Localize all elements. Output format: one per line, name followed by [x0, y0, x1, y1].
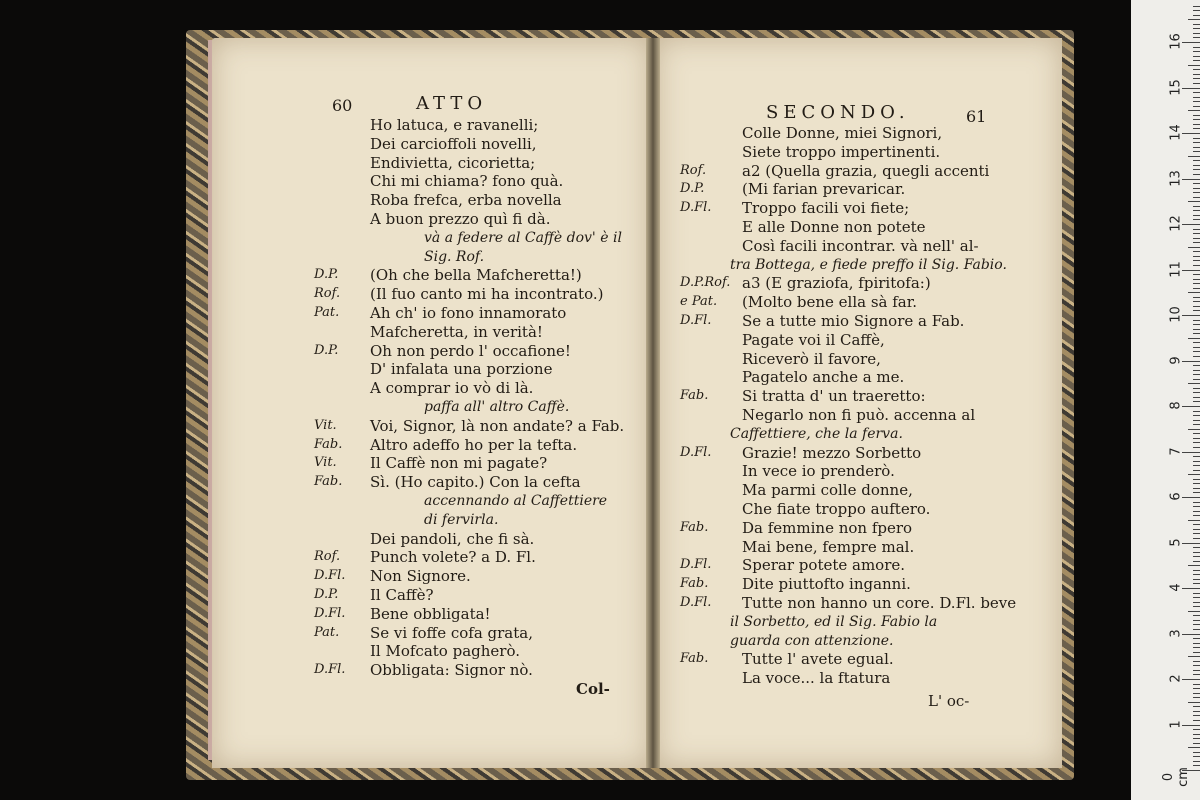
ruler-tick [1193, 310, 1200, 311]
ruler-tick [1182, 497, 1200, 498]
left-text-line: và a federe al Caffè dov' è il [424, 229, 622, 246]
ruler-tick [1193, 183, 1200, 184]
ruler-tick [1182, 725, 1200, 726]
right-text-line: Che fiate troppo auftero. [742, 500, 931, 518]
ruler-tick [1193, 647, 1200, 648]
ruler-tick [1193, 210, 1200, 211]
ruler-tick [1188, 201, 1200, 202]
ruler-tick [1193, 620, 1200, 621]
ruler-tick [1193, 670, 1200, 671]
left-speaker-label: D.Fl. [314, 568, 346, 584]
ruler-tick [1193, 420, 1200, 421]
right-speaker-label: e Pat. [680, 294, 718, 310]
ruler-tick [1193, 297, 1200, 298]
ruler-tick [1193, 442, 1200, 443]
right-text-line: Grazie! mezzo Sorbetto [742, 443, 922, 462]
ruler-tick [1188, 383, 1200, 384]
ruler-tick [1193, 160, 1200, 161]
ruler-tick [1193, 6, 1200, 7]
ruler-tick [1188, 656, 1200, 657]
ruler-tick [1193, 320, 1200, 321]
left-speaker-label: Fab. [314, 436, 343, 452]
ruler-number: 7 [1168, 446, 1184, 456]
ruler-tick [1188, 702, 1200, 703]
left-text-line: Punch volete? a D. Fl. [370, 548, 536, 567]
left-text-line: (Il fuo canto mi ha incontrato.) [370, 285, 604, 304]
ruler-tick [1193, 470, 1200, 471]
left-speaker-label: Pat. [314, 305, 340, 320]
left-text-line: paffa all' altro Caffè. [424, 399, 570, 415]
ruler-tick [1193, 56, 1200, 57]
ruler-tick [1193, 684, 1200, 685]
right-text-line: (Molto bene ella sà far. [742, 293, 918, 312]
ruler-tick [1193, 60, 1200, 61]
ruler-number: 3 [1168, 628, 1184, 638]
ruler-tick [1193, 761, 1200, 762]
ruler-tick [1193, 693, 1200, 694]
ruler-tick [1193, 479, 1200, 480]
left-text-line: Endivietta, cicorietta; [370, 153, 536, 172]
left-text-line: Sì. (Ho capito.) Con la cefta [370, 473, 581, 492]
ruler-tick [1193, 147, 1200, 148]
right-text-line: Si tratta d' un traeretto: [742, 387, 926, 406]
left-speaker-label: D.Fl. [314, 605, 346, 621]
ruler-tick [1193, 752, 1200, 753]
ruler-tick [1193, 488, 1200, 489]
right-speaker-label: D.P.Rof. [680, 275, 731, 291]
ruler-tick [1182, 543, 1200, 544]
ruler-tick [1193, 729, 1200, 730]
ruler-tick [1193, 392, 1200, 393]
right-text-line: In vece io prenderò. [742, 462, 895, 481]
ruler-tick [1193, 597, 1200, 598]
ruler-tick [1193, 615, 1200, 616]
ruler-tick [1182, 224, 1200, 225]
ruler-tick [1188, 520, 1200, 521]
ruler-tick [1188, 338, 1200, 339]
ruler-tick [1182, 315, 1200, 316]
ruler-tick [1193, 511, 1200, 512]
left-text-line: Voi, Signor, là non andate? a Fab. [370, 416, 625, 435]
ruler-tick [1193, 606, 1200, 607]
ruler-tick [1193, 524, 1200, 525]
ruler-tick [1188, 65, 1200, 66]
right-text-line: Se a tutte mio Signore a Fab. [742, 312, 965, 330]
ruler-tick [1193, 593, 1200, 594]
ruler-tick [1193, 547, 1200, 548]
ruler-tick [1193, 370, 1200, 371]
left-page-number: 60 [332, 96, 353, 115]
right-text-line: Sperar potete amore. [742, 556, 906, 575]
left-text-line: Oh non perdo l' occafione! [370, 341, 571, 360]
ruler-tick [1193, 265, 1200, 266]
ruler-tick [1193, 165, 1200, 166]
left-text-line: Obbligata: Signor nò. [370, 661, 533, 680]
ruler-tick [1193, 69, 1200, 70]
ruler-tick [1193, 283, 1200, 284]
ruler-tick [1193, 28, 1200, 29]
ruler-tick [1193, 347, 1200, 348]
right-page-header: SECONDO. [766, 102, 910, 123]
ruler-tick [1193, 734, 1200, 735]
ruler-tick [1193, 661, 1200, 662]
right-text-line: Siete troppo impertinenti. [742, 142, 941, 161]
right-speaker-label: Fab. [680, 388, 709, 404]
ruler-tick [1193, 388, 1200, 389]
left-speaker-label: Fab. [314, 474, 343, 490]
ruler-tick [1193, 51, 1200, 52]
ruler-tick [1193, 515, 1200, 516]
ruler-tick [1193, 756, 1200, 757]
ruler-number: 10 [1168, 306, 1184, 323]
ruler-tick [1193, 101, 1200, 102]
ruler-tick [1193, 674, 1200, 675]
ruler-tick [1182, 588, 1200, 589]
left-speaker-label: Pat. [314, 624, 340, 640]
right-speaker-label: D.P. [680, 181, 705, 197]
ruler-tick [1193, 765, 1200, 766]
right-text-line: Colle Donne, miei Signori, [742, 124, 943, 142]
ruler-tick [1193, 643, 1200, 644]
ruler-tick [1188, 292, 1200, 293]
ruler-tick [1193, 74, 1200, 75]
ruler-tick [1193, 37, 1200, 38]
right-text-line: Troppo facili voi fiete; [742, 199, 910, 218]
ruler-tick [1193, 652, 1200, 653]
left-text-line: Sig. Rof. [424, 248, 485, 265]
ruler-tick [1193, 192, 1200, 193]
ruler-tick [1188, 429, 1200, 430]
ruler-tick [1182, 679, 1200, 680]
ruler-tick [1193, 411, 1200, 412]
ruler-tick [1193, 301, 1200, 302]
ruler-tick [1193, 138, 1200, 139]
ruler-tick [1193, 83, 1200, 84]
left-text-line: Il Caffè non mi pagate? [370, 454, 548, 473]
right-text-line: guarda con attenzione. [730, 632, 894, 649]
right-text-line: Riceverò il favore, [742, 349, 881, 368]
ruler-tick [1188, 474, 1200, 475]
ruler-tick [1193, 415, 1200, 416]
ruler-tick [1193, 602, 1200, 603]
ruler-number: 9 [1168, 355, 1184, 365]
left-text-line: Dei carcioffoli novelli, [370, 134, 537, 153]
left-text-line: Bene obbligata! [370, 604, 491, 623]
ruler-tick [1193, 124, 1200, 125]
ruler-tick [1182, 179, 1200, 180]
ruler-tick [1193, 579, 1200, 580]
right-text-line: Tutte non hanno un core. D.Fl. beve [742, 594, 1017, 612]
right-catchword: L' oc- [928, 692, 970, 710]
ruler-tick [1193, 206, 1200, 207]
ruler-tick [1193, 92, 1200, 93]
ruler-tick [1193, 274, 1200, 275]
ruler-tick [1193, 106, 1200, 107]
ruler-tick [1193, 306, 1200, 307]
ruler-tick [1193, 629, 1200, 630]
ruler-tick [1193, 561, 1200, 562]
ruler-tick [1193, 697, 1200, 698]
left-speaker-label: Rof. [314, 286, 341, 302]
measuring-ruler [1131, 0, 1200, 800]
ruler-number: 13 [1168, 169, 1184, 187]
ruler-tick [1188, 247, 1200, 248]
ruler-tick [1182, 88, 1200, 89]
ruler-tick [1193, 47, 1200, 48]
right-text-line: Tutte l' avete egual. [742, 650, 894, 669]
ruler-tick [1193, 711, 1200, 712]
ruler-tick [1193, 10, 1200, 11]
right-speaker-label: Fab. [680, 519, 709, 535]
left-text-line: Chi mi chiama? fono quà. [370, 172, 564, 191]
ruler-number: 8 [1168, 401, 1184, 410]
left-speaker-label: Vit. [314, 417, 337, 433]
ruler-tick [1193, 465, 1200, 466]
ruler-tick [1193, 570, 1200, 571]
ruler-tick [1193, 351, 1200, 352]
left-text-line: di fervirla. [424, 511, 499, 528]
left-text-line: Roba frefca, erba novella [370, 191, 562, 210]
ruler-tick [1182, 406, 1200, 407]
right-text-line: E alle Donne non potete [742, 218, 926, 236]
ruler-tick [1193, 502, 1200, 503]
ruler-tick [1193, 215, 1200, 216]
ruler-tick [1193, 424, 1200, 425]
ruler-tick [1188, 110, 1200, 111]
ruler-tick [1193, 128, 1200, 129]
left-text-line: Ho latuca, e ravanelli; [370, 116, 539, 134]
right-page-number: 61 [966, 107, 987, 126]
ruler-number: 14 [1168, 124, 1184, 141]
ruler-tick [1188, 747, 1200, 748]
ruler-tick [1193, 556, 1200, 557]
ruler-tick [1188, 611, 1200, 612]
ruler-tick [1188, 565, 1200, 566]
right-text-line: Così facili incontrar. và nell' al- [742, 236, 979, 255]
ruler-tick [1193, 624, 1200, 625]
right-text-line: Negarlo non fi può. accenna al [742, 406, 976, 424]
right-speaker-label: D.Fl. [680, 557, 712, 573]
ruler-tick [1193, 456, 1200, 457]
ruler-tick [1193, 260, 1200, 261]
right-speaker-label: D.Fl. [680, 200, 712, 216]
right-speaker-label: Fab. [680, 651, 709, 667]
right-speaker-label: Fab. [680, 576, 709, 592]
left-text-line: Il Caffè? [370, 586, 434, 604]
ruler-tick [1193, 342, 1200, 343]
ruler-tick [1193, 169, 1200, 170]
right-text-line: (Mi farian prevaricar. [742, 180, 906, 199]
left-speaker-label: D.Fl. [314, 662, 346, 678]
left-page-header: ATTO [416, 93, 488, 114]
right-speaker-label: D.Fl. [680, 313, 712, 328]
ruler-tick [1193, 715, 1200, 716]
ruler-tick [1193, 492, 1200, 493]
left-speaker-label: D.P. [314, 587, 339, 602]
ruler-tick [1193, 374, 1200, 375]
ruler-tick [1193, 142, 1200, 143]
ruler-tick [1193, 188, 1200, 189]
ruler-tick [1188, 19, 1200, 20]
left-speaker-label: Vit. [314, 455, 337, 471]
ruler-number: 11 [1168, 260, 1184, 278]
ruler-tick [1193, 288, 1200, 289]
ruler-tick [1193, 279, 1200, 280]
ruler-tick [1193, 720, 1200, 721]
right-text-line: Pagatelo anche a me. [742, 368, 905, 387]
ruler-tick [1193, 324, 1200, 325]
ruler-tick [1193, 365, 1200, 366]
ruler-number: 5 [1168, 537, 1184, 547]
left-text-line: Ah ch' io fono innamorato [370, 304, 567, 322]
ruler-number: 4 [1168, 583, 1184, 592]
ruler-tick [1182, 634, 1200, 635]
ruler-tick [1182, 133, 1200, 134]
ruler-tick [1193, 738, 1200, 739]
right-speaker-label: D.Fl. [680, 444, 712, 460]
right-text-line: il Sorbetto, ed il Sig. Fabio la [730, 613, 938, 630]
ruler-number: 16 [1168, 33, 1184, 50]
ruler-tick [1193, 97, 1200, 98]
book-spine [646, 38, 660, 768]
left-speaker-label: Rof. [314, 549, 341, 565]
ruler-tick [1193, 438, 1200, 439]
ruler-tick [1193, 78, 1200, 79]
ruler-tick [1193, 506, 1200, 507]
ruler-tick [1193, 743, 1200, 744]
ruler-tick [1193, 665, 1200, 666]
left-text-line: D' infalata una porzione [370, 360, 553, 379]
ruler-tick [1193, 251, 1200, 252]
ruler-tick [1193, 219, 1200, 220]
ruler-tick [1193, 533, 1200, 534]
ruler-tick [1182, 270, 1200, 271]
ruler-tick [1193, 197, 1200, 198]
ruler-tick [1193, 574, 1200, 575]
left-text-line: accennando al Caffettiere [424, 493, 608, 509]
ruler-tick [1193, 447, 1200, 448]
left-speaker-label: D.P. [314, 267, 339, 283]
left-text-line: (Oh che bella Mafcheretta!) [370, 266, 582, 285]
ruler-tick [1193, 238, 1200, 239]
right-text-line: Ma parmi colle donne, [742, 481, 913, 500]
ruler-tick [1193, 329, 1200, 330]
ruler-tick [1193, 638, 1200, 639]
ruler-tick [1182, 361, 1200, 362]
right-text-line: Mai bene, fempre mal. [742, 537, 915, 556]
left-text-line: Dei pandoli, che fi sà. [370, 529, 535, 548]
ruler-tick [1182, 42, 1200, 43]
left-text-line: Il Mofcato pagherò. [370, 642, 520, 661]
right-text-line: a3 (E graziofa, fpiritofa:) [742, 274, 931, 293]
ruler-tick [1193, 483, 1200, 484]
ruler-tick [1193, 688, 1200, 689]
ruler-tick [1193, 119, 1200, 120]
ruler-tick [1193, 529, 1200, 530]
ruler-tick [1193, 115, 1200, 116]
right-text-line: Pagate voi il Caffè, [742, 330, 885, 349]
ruler-tick [1193, 15, 1200, 16]
left-text-line: Se vi foffe cofa grata, [370, 623, 533, 642]
ruler-tick [1193, 433, 1200, 434]
right-text-line: Caffettiere, che la ferva. [730, 425, 903, 442]
ruler-tick [1188, 156, 1200, 157]
right-text-line: Da femmine non fpero [742, 518, 913, 537]
ruler-number: 2 [1168, 674, 1184, 683]
ruler-number: 0 cm [1161, 767, 1191, 787]
left-catchword: Col- [576, 680, 610, 698]
ruler-number: 12 [1168, 215, 1184, 232]
right-text-line: Dite piuttofto inganni. [742, 575, 911, 594]
ruler-tick [1193, 397, 1200, 398]
ruler-tick [1193, 242, 1200, 243]
ruler-number: 15 [1168, 78, 1184, 96]
ruler-tick [1193, 552, 1200, 553]
ruler-tick [1193, 229, 1200, 230]
right-text-line: tra Bottega, e fiede preffo il Sig. Fabio. [730, 256, 1007, 273]
ruler-tick [1193, 333, 1200, 334]
ruler-tick [1193, 174, 1200, 175]
ruler-tick [1182, 452, 1200, 453]
ruler-tick [1193, 24, 1200, 25]
ruler-tick [1193, 706, 1200, 707]
ruler-tick [1193, 538, 1200, 539]
right-speaker-label: D.Fl. [680, 595, 712, 610]
ruler-tick [1193, 151, 1200, 152]
ruler-tick [1193, 33, 1200, 34]
ruler-tick [1193, 401, 1200, 402]
left-text-line: Altro adeffo ho per la tefta. [370, 435, 578, 454]
ruler-tick [1193, 256, 1200, 257]
ruler-tick [1193, 583, 1200, 584]
left-text-line: Non Signore. [370, 567, 471, 586]
right-text-line: La voce... la ftatura [742, 669, 891, 688]
ruler-number: 6 [1168, 492, 1184, 501]
ruler-tick [1193, 356, 1200, 357]
ruler-tick [1193, 233, 1200, 234]
ruler-tick [1193, 379, 1200, 380]
right-text-line: a2 (Quella grazia, quegli accenti [742, 161, 990, 180]
ruler-tick [1193, 461, 1200, 462]
left-text-line: A buon prezzo quì fi dà. [370, 210, 551, 228]
left-text-line: Mafcheretta, in verità! [370, 322, 543, 341]
right-speaker-label: Rof. [680, 162, 707, 178]
ruler-number: 1 [1168, 719, 1184, 729]
left-speaker-label: D.P. [314, 342, 339, 358]
left-text-line: A comprar io vò di là. [370, 379, 534, 398]
